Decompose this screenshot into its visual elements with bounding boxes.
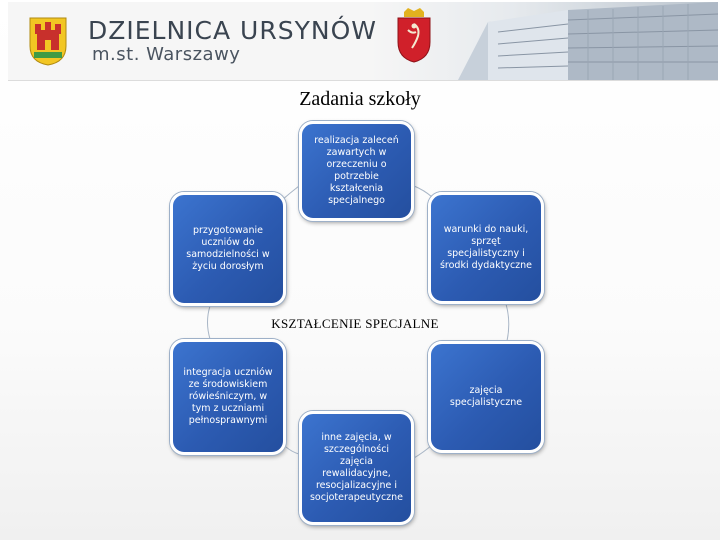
node-learning-conditions [428, 192, 544, 304]
connector-bottom-right [414, 445, 432, 458]
node-label: integracja uczniów ze środowiskiem rówieśniczym, w tym z uczniami pełnosprawnymi [183, 367, 273, 426]
page-title: Zadania szkoły [299, 88, 421, 110]
node-other-classes [299, 411, 414, 525]
node-independence [170, 192, 286, 306]
node-label: zajęcia specjalistyczne [449, 385, 523, 408]
node-label: inne zajęcia, w szczególności zajęcia rewalidacyjne, resocjalizacyjne i socjoterapeutyczne [309, 432, 404, 503]
district-subtitle: m.st. Warszawy [92, 44, 241, 65]
node-peer-integration [170, 339, 286, 455]
connector-left [208, 306, 211, 339]
connector-bottom-left [286, 447, 299, 454]
connector-top-left [282, 186, 299, 200]
node-recommendations [299, 121, 414, 221]
diagram-center-label: KSZTAŁCENIE SPECJALNE [271, 316, 439, 331]
district-title: DZIELNICA URSYNÓW [88, 16, 377, 45]
node-label: przygotowanie uczniów do samodzielności w życiu dorosłym [186, 225, 270, 272]
connector-right [506, 304, 509, 341]
node-specialist-classes [428, 341, 544, 453]
node-label: warunki do nauki, sprzęt specjalistyczny i środki dydaktyczne [439, 224, 533, 271]
connector-top-right [414, 186, 432, 197]
node-label: realizacja zaleceń zawartych w orzeczeniu o potrzebie kształcenia specjalnego [314, 135, 399, 206]
